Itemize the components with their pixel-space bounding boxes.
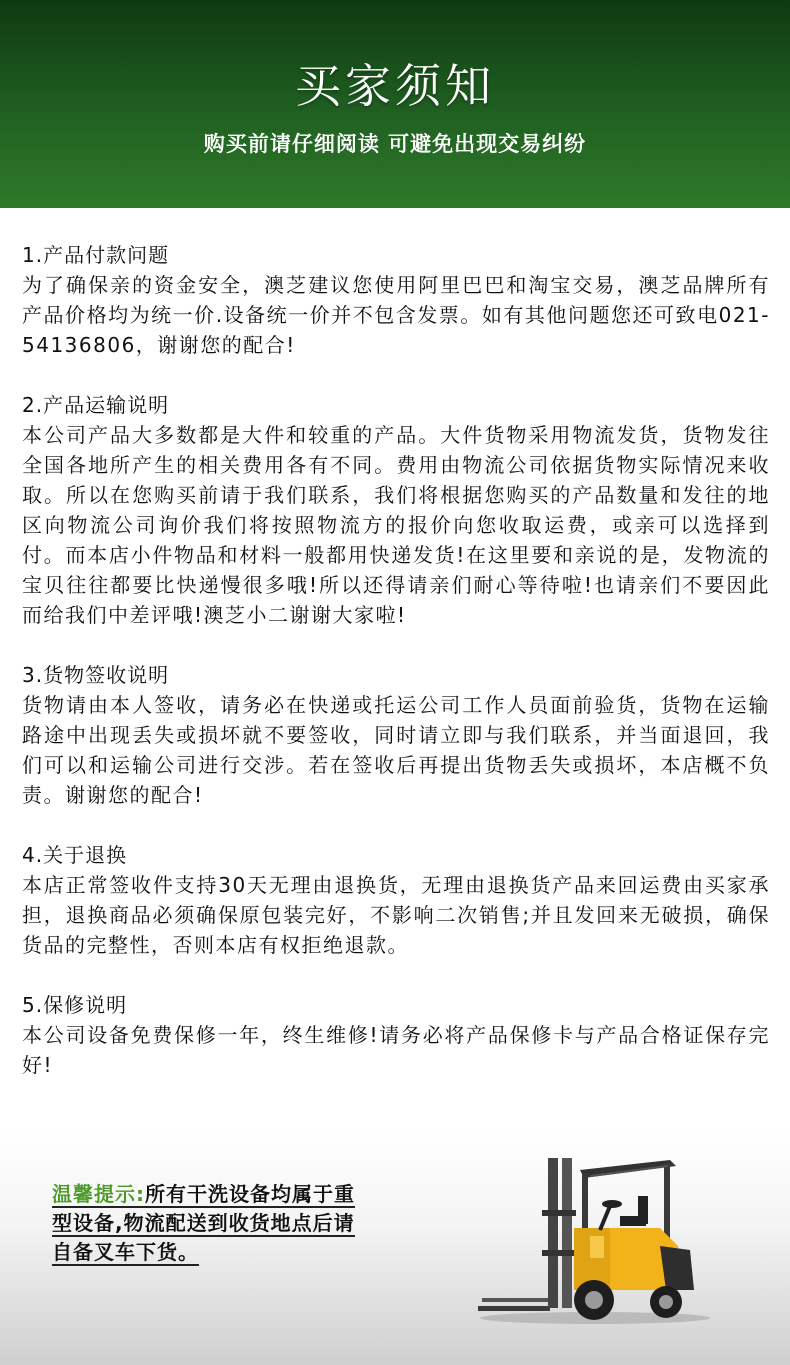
tip-line-2: 型设备,物流配送到收货地点后请 (52, 1211, 355, 1235)
section-body: 货物请由本人签收，请务必在快递或托运公司工作人员面前验货，货物在运输路途中出现丢失或损坏就不要签收，同时请立即与我们联系，并当面退回，我们可以和运输公司进行交涉。若在签收后再提出货物丢失或损坏，本店概不负责。谢谢您的配合! (22, 693, 770, 807)
notice-content (22, 240, 770, 1110)
section-body: 为了确保亲的资金安全，澳芝建议您使用阿里巴巴和淘宝交易，澳芝品牌所有产品价格均为统一价.设备统一价并不包含发票。如有其他问题您还可致电021-54136806，谢谢您的配合! (22, 273, 770, 357)
section-body: 本公司产品大多数都是大件和较重的产品。大件货物采用物流发货，货物发往全国各地所产生的相关费用各有不同。费用由物流公司依据货物实际情况来收取。所以在您购买前请于我们联系，我们将根据您购买的产品数量和发往的地区向物流公司询价我们将按照物流方的报价向您收取运费，或亲可以选择到付。而本店小件物品和材料一般都用快递发货!在这里要和亲说的是，发物流的宝贝往往都要比快递慢很多哦!所以还得请亲们耐心等待啦!也请亲们不要因此而给我们中差评哦!澳芝小二谢谢大家啦! (22, 423, 770, 627)
section-receipt (22, 660, 770, 810)
section-title: 4.关于退换 (22, 843, 128, 867)
tip-line-1: 所有干洗设备均属于重 (145, 1182, 355, 1206)
section-title: 2.产品运输说明 (22, 393, 170, 417)
page-title: 买家须知 (295, 59, 495, 113)
section-shipping (22, 390, 770, 630)
section-title: 1.产品付款问题 (22, 243, 170, 267)
section-title: 5.保修说明 (22, 993, 128, 1017)
forklift-illustration (470, 1150, 710, 1330)
page-subtitle: 购买前请仔细阅读 可避免出现交易纠纷 (203, 132, 587, 156)
warm-tip (52, 1180, 412, 1267)
tip-label: 温馨提示: (52, 1182, 145, 1206)
tip-line-3: 自备叉车下货。 (52, 1240, 199, 1264)
header-banner (0, 0, 790, 208)
section-payment (22, 240, 770, 360)
section-body: 本店正常签收件支持30天无理由退换货，无理由退换货产品来回运费由买家承担，退换商品必须确保原包装完好，不影响二次销售;并且发回来无破损，确保货品的完整性，否则本店有权拒绝退款。 (22, 873, 770, 957)
section-body: 本公司设备免费保修一年，终生维修!请务必将产品保修卡与产品合格证保存完好! (22, 1023, 770, 1077)
footer-tip-area (0, 1130, 790, 1365)
section-title: 3.货物签收说明 (22, 663, 170, 687)
section-warranty (22, 990, 770, 1080)
section-returns (22, 840, 770, 960)
